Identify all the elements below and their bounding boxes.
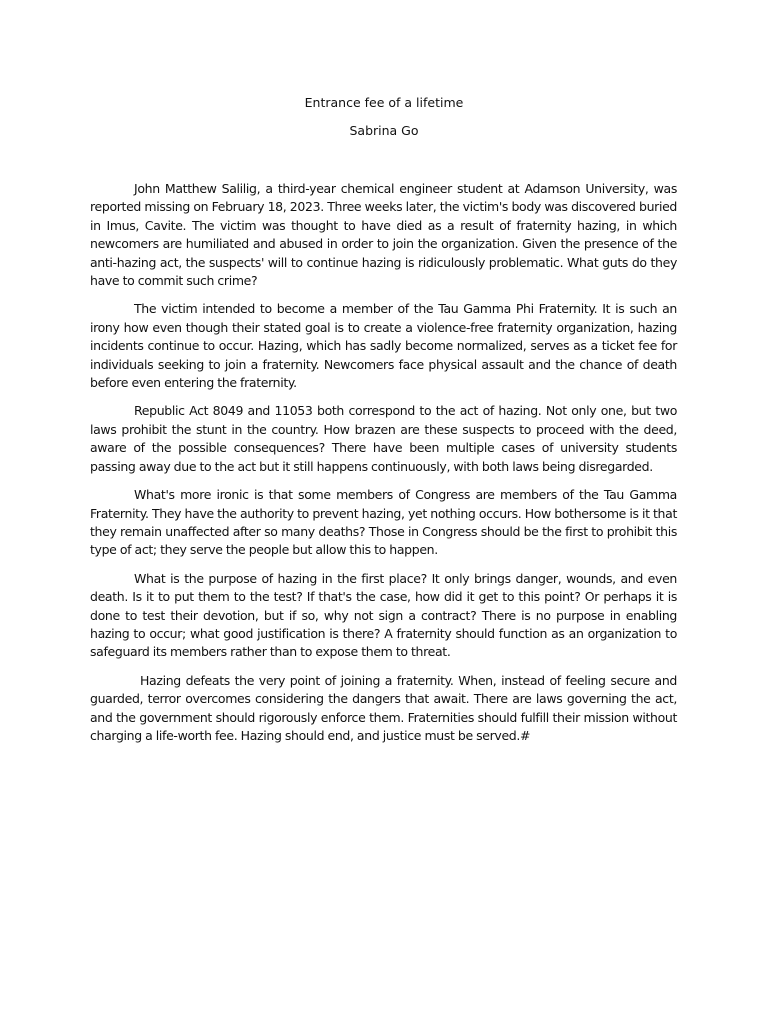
document-author: Sabrina Go bbox=[349, 123, 419, 138]
paragraph: Republic Act 8049 and 11053 both correspond to the act of hazing. Not only one, but two laws prohibit the stunt in the country. How brazen are these suspects to proceed with the deed, aware of the possible consequences? There have been multiple cases of university students passing away due to the act but it still happens continuously, with both laws being disregarded. bbox=[90, 403, 677, 474]
paragraph: John Matthew Salilig, a third-year chemical engineer student at Adamson University, was reported missing on February 18, 2023. Three weeks later, the victim's body was discovered buried in Imus, Cavite. The victim was thought to have died as a result of fraternity hazing, in which newcomers are humiliated and abused in order to join the organization. Given the presence of the anti-hazing act, the suspects' will to continue hazing is ridiculously problematic. What guts do they have to commit such crime? bbox=[90, 181, 677, 289]
paragraph: What's more ironic is that some members of Congress are members of the Tau Gamma Fraternity. They have the authority to prevent hazing, yet nothing occurs. How bothersome is it that they remain unaffected after so many deaths? Those in Congress should be the first to prohibit this type of act; they serve the people but allow this to happen. bbox=[90, 487, 677, 558]
paragraph: What is the purpose of hazing in the first place? It only brings danger, wounds, and even death. Is it to put them to the test? If that's the case, how did it get to this point? Or perhaps it is done to test their devotion, but if so, why not sign a contract? There is no purpose in enabling hazing to occur; what good justification is there? A fraternity should function as an organization to safeguard its members rather than to expose them to threat. bbox=[90, 570, 677, 660]
paragraph: The victim intended to become a member of the Tau Gamma Phi Fraternity. It is such an irony how even though their stated goal is to create a violence-free fraternity organization, hazing incidents continue to occur. Hazing, which has sadly become normalized, serves as a ticket fee for individuals seeking to join a fraternity. Newcomers face physical assault and the chance of death before even entering the fraternity. bbox=[90, 301, 677, 391]
document-title: Entrance fee of a lifetime bbox=[304, 95, 464, 110]
document-body bbox=[90, 180, 677, 755]
paragraph: Hazing defeats the very point of joining a fraternity. When, instead of feeling secure and guarded, terror overcomes considering the dangers that await. There are laws governing the act, and the government should rigorously enforce them. Fraternities should fulfill their mission without charging a life-worth fee. Hazing should end, and justice must be served.# bbox=[90, 672, 677, 743]
